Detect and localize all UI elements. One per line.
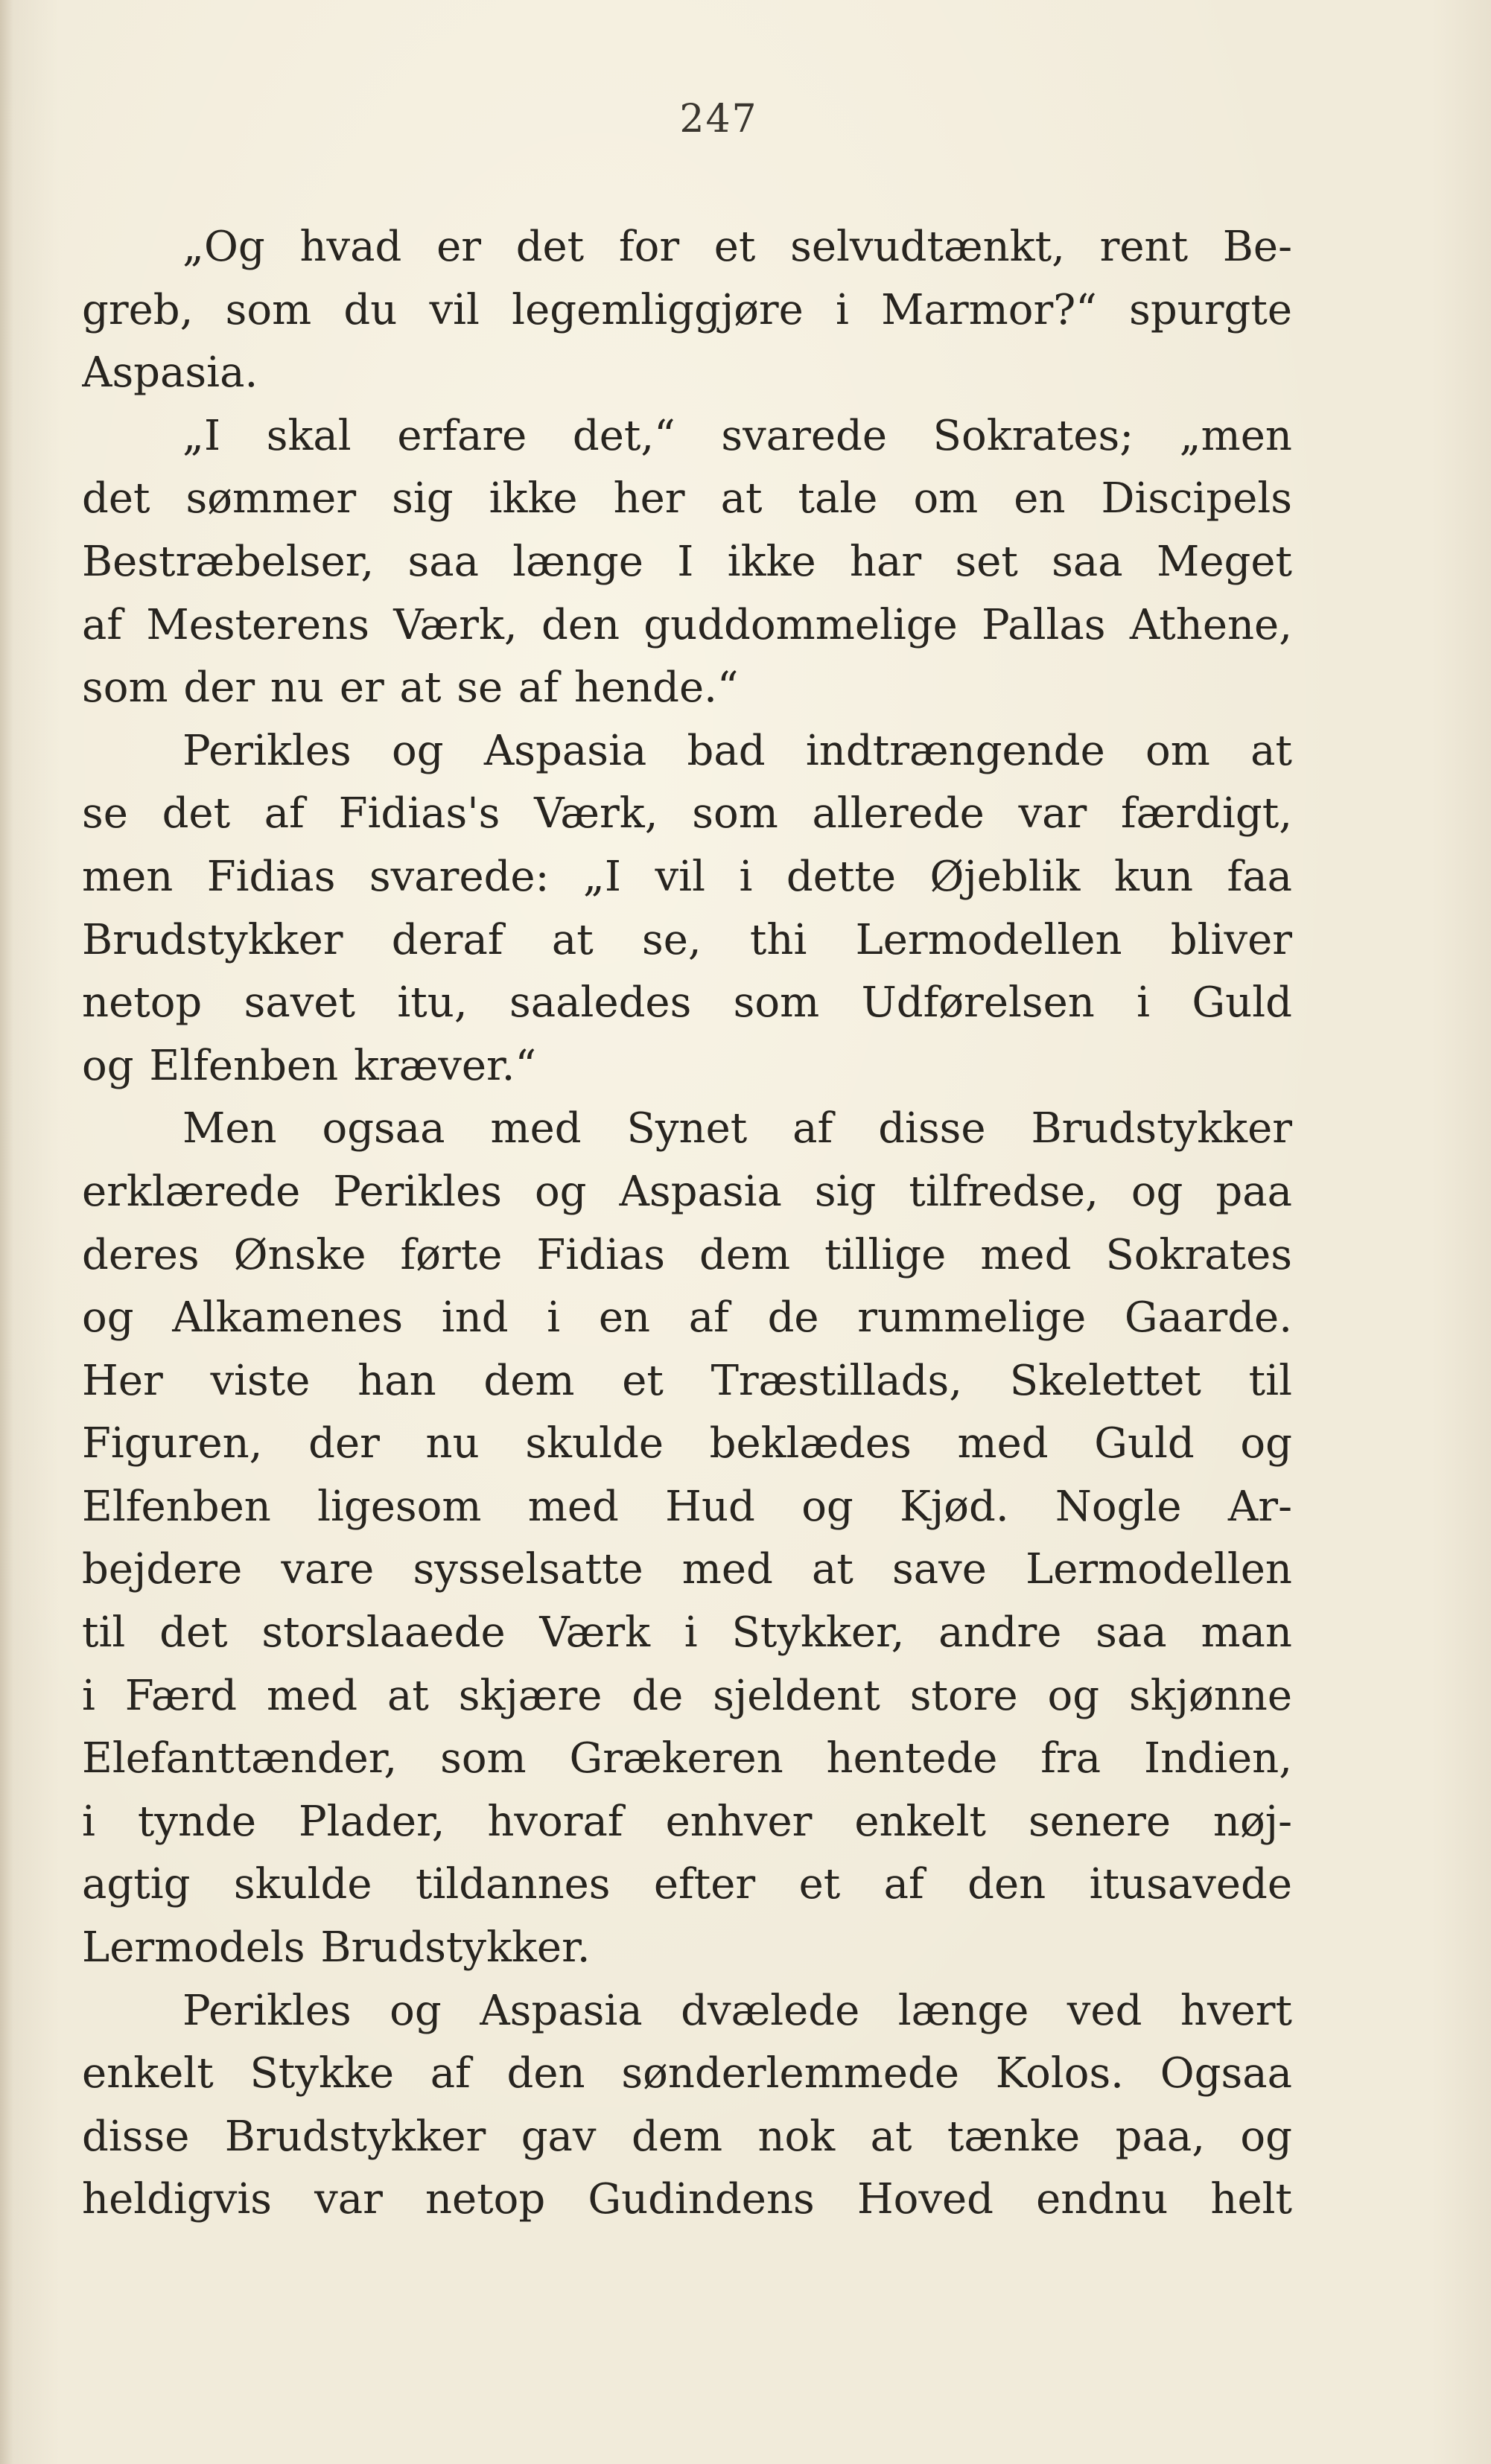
page-number: 247: [679, 97, 758, 141]
text-line: Figuren, der nu skulde beklædes med Guld og: [82, 1419, 1292, 1468]
text-line: deres Ønske førte Fidias dem tillige med Sokrates: [82, 1230, 1292, 1279]
text-line: som der nu er at se af hende.“: [82, 663, 739, 713]
text-line: og Alkamenes ind i en af de rummelige Gaarde.: [82, 1293, 1292, 1343]
text-line: til det storslaaede Værk i Stykker, andre saa man: [82, 1608, 1292, 1658]
text-line: netop savet itu, saaledes som Udførelsen i Guld: [82, 978, 1292, 1028]
text-line: heldigvis var netop Gudindens Hoved endnu helt: [82, 2175, 1292, 2224]
page-edge-shadow: [0, 0, 13, 2464]
body-text: [82, 216, 1292, 2232]
text-line: erklærede Perikles og Aspasia sig tilfredse, og paa: [82, 1167, 1292, 1216]
text-line: agtig skulde tildannes efter et af den itusavede: [82, 1860, 1292, 1909]
text-line: disse Brudstykker gav dem nok at tænke paa, og: [82, 2112, 1292, 2161]
text-line: „Og hvad er det for et selvudtænkt, rent Be-: [182, 223, 1292, 271]
text-line: „I skal erfare det,“ svarede Sokrates; „men: [182, 411, 1292, 460]
text-line: Men ogsaa med Synet af disse Brudstykker: [182, 1104, 1292, 1153]
text-line: Bestræbelser, saa længe I ikke har set saa Meget: [82, 537, 1292, 586]
text-line: i tynde Plader, hvoraf enhver enkelt senere nøj-: [82, 1797, 1292, 1846]
text-line: og Elfenben kræver.“: [82, 1041, 537, 1090]
text-line: men Fidias svarede: „I vil i dette Øjeblik kun faa: [82, 852, 1292, 901]
text-line: Elefanttænder, som Grækeren hentede fra Indien,: [82, 1734, 1292, 1783]
text-line: Perikles og Aspasia bad indtrængende om at: [182, 726, 1292, 775]
text-line: af Mesterens Værk, den guddommelige Pallas Athene,: [82, 600, 1292, 649]
text-line: Her viste han dem et Træstillads, Skelettet til: [82, 1356, 1292, 1405]
text-line: Lermodels Brudstykker.: [82, 1923, 591, 1973]
text-line: bejdere vare sysselsatte med at save Lermodellen: [82, 1545, 1292, 1594]
text-line: se det af Fidias's Værk, som allerede var færdigt,: [82, 789, 1292, 838]
text-line: Elfenben ligesom med Hud og Kjød. Nogle Ar-: [82, 1482, 1292, 1531]
text-line: enkelt Stykke af den sønderlemmede Kolos. Ogsaa: [82, 2049, 1292, 2098]
text-line: Brudstykker deraf at se, thi Lermodellen bliver: [82, 915, 1292, 964]
text-line: greb, som du vil legemliggjøre i Marmor?“ spurgte: [82, 285, 1292, 334]
text-line: i Færd med at skjære de sjeldent store og skjønne: [82, 1671, 1292, 1720]
text-line: Perikles og Aspasia dvælede længe ved hvert: [182, 1986, 1292, 2035]
text-line: Aspasia.: [82, 348, 258, 398]
text-line: det sømmer sig ikke her at tale om en Discipels: [82, 474, 1292, 523]
